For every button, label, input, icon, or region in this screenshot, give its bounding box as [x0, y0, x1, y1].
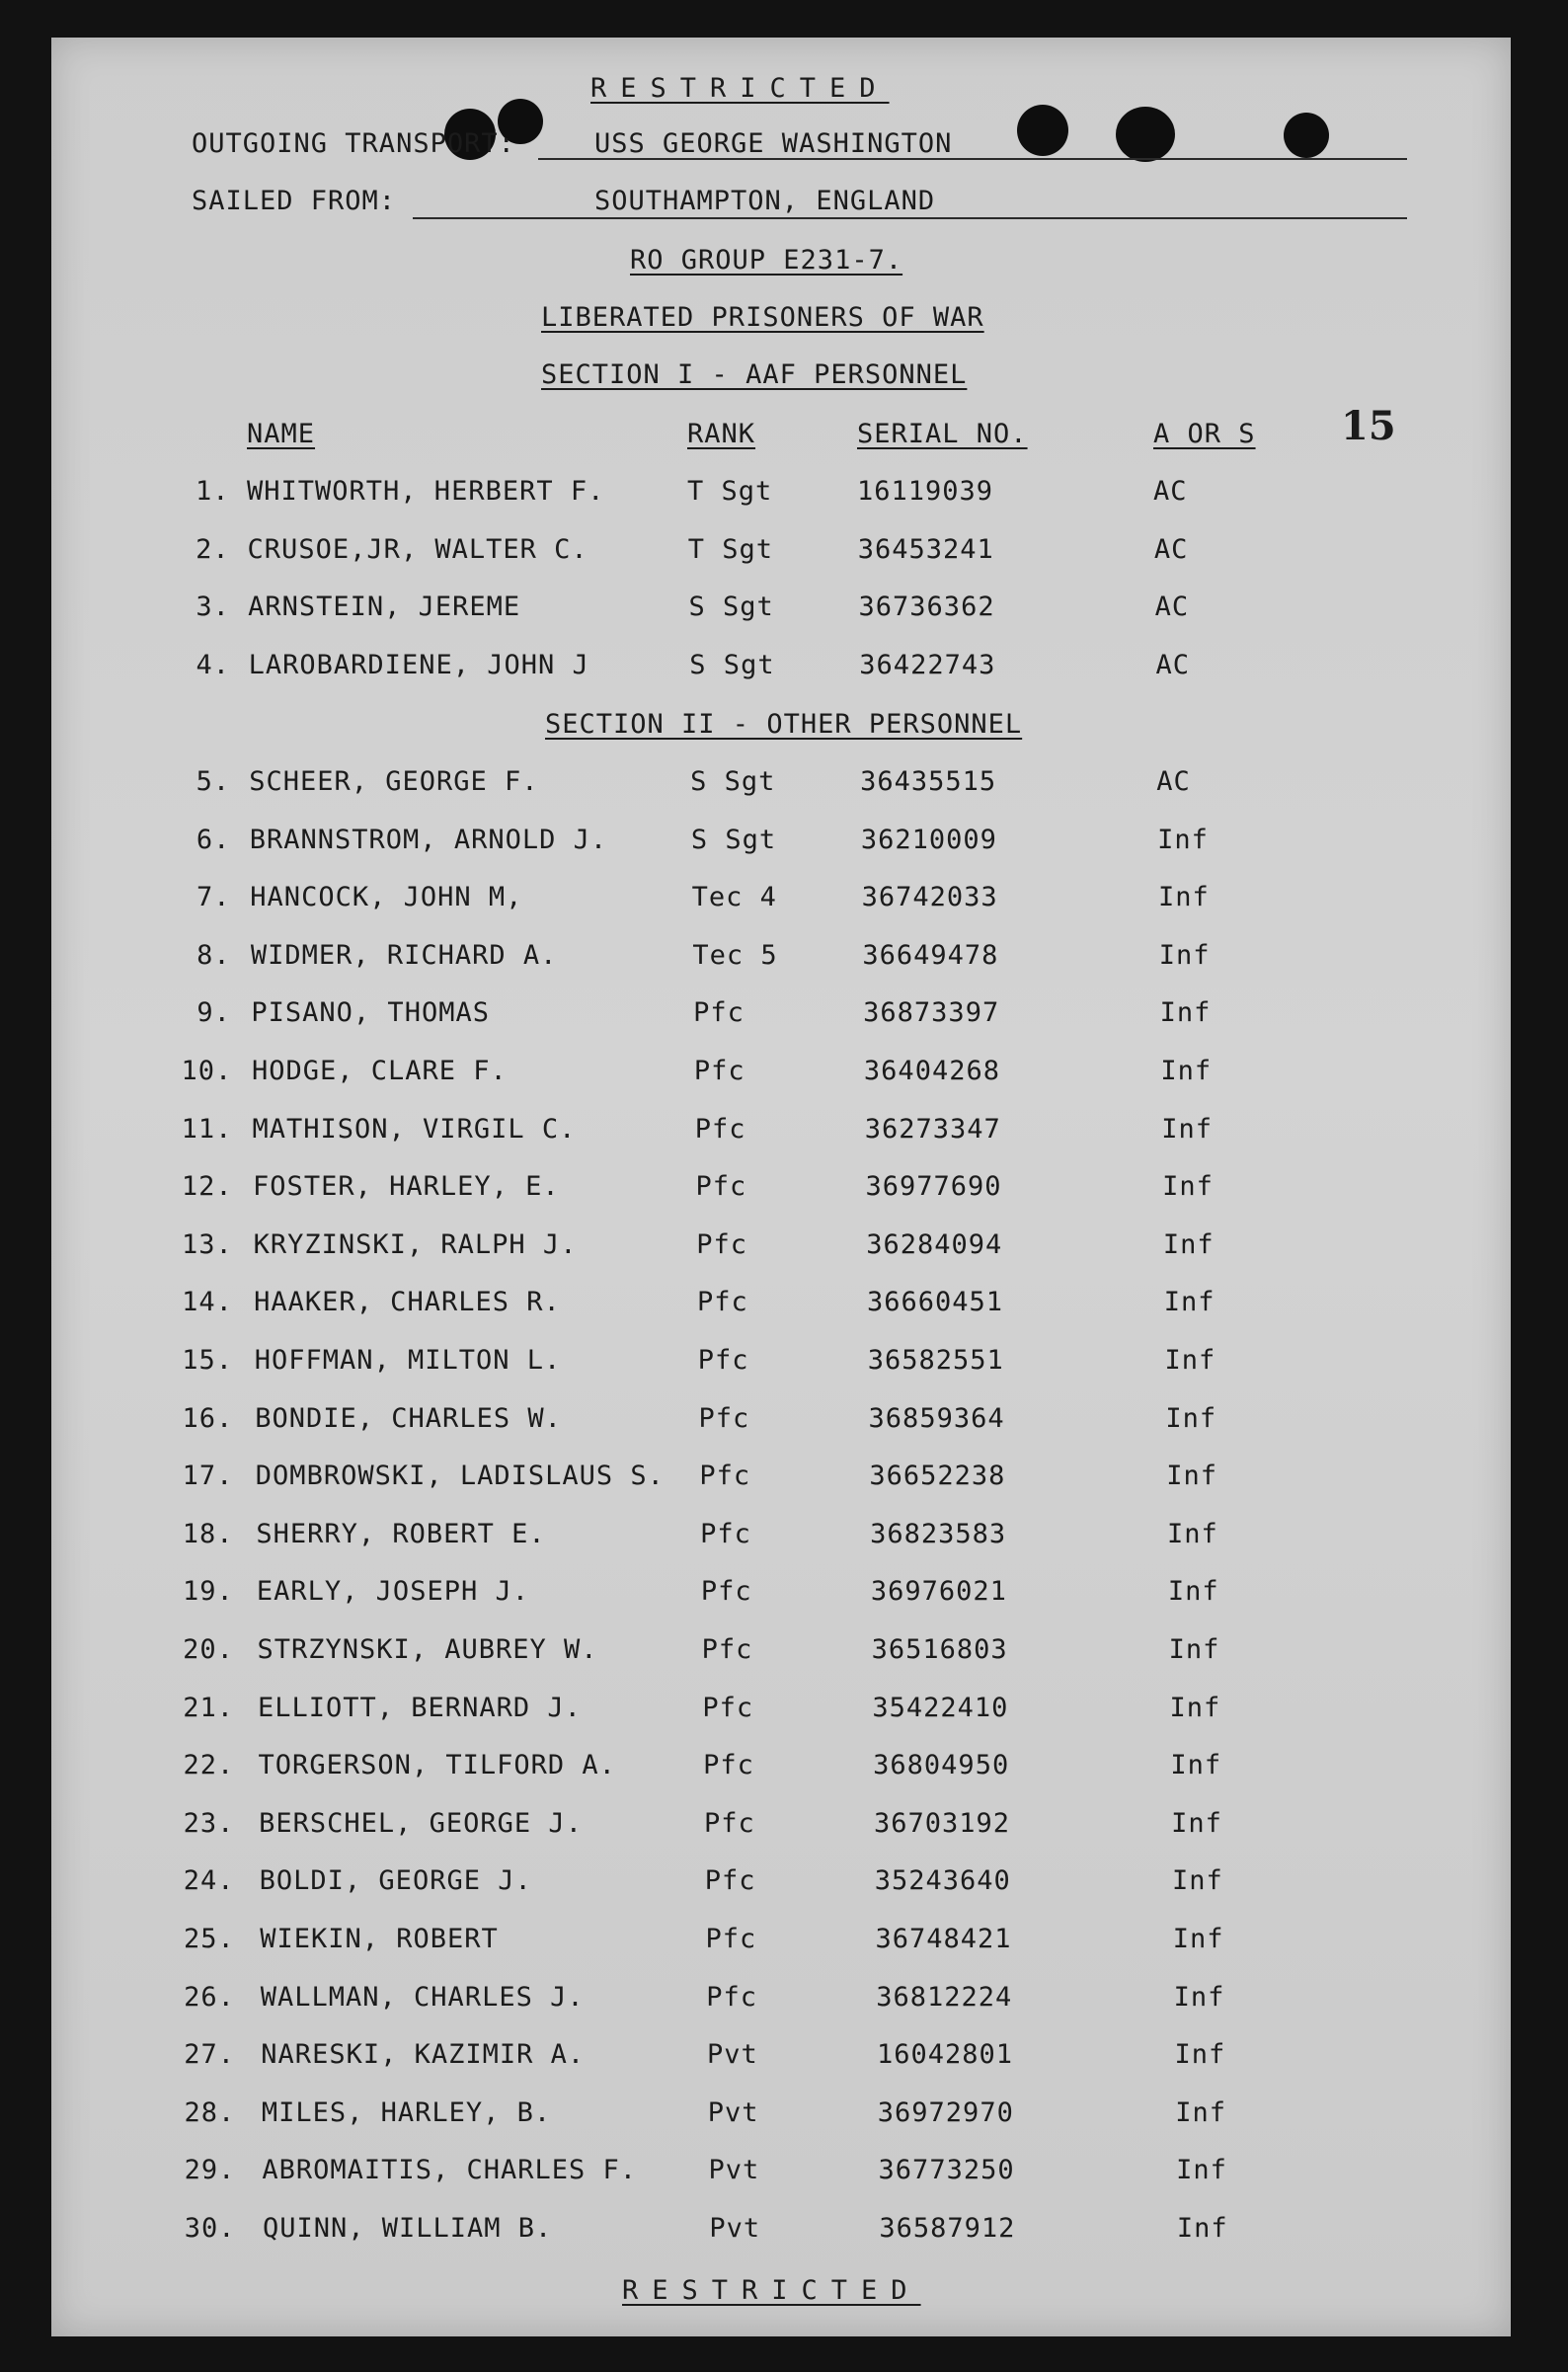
row-a-or-s: Inf [1172, 1924, 1224, 1954]
row-rank: Pfc [706, 1981, 758, 2013]
row-a-or-s: Inf [1167, 1518, 1218, 1549]
row-serial: 16119039 [857, 476, 994, 507]
row-number: 14. [182, 1287, 233, 1318]
row-serial: 36582551 [867, 1345, 1004, 1376]
row-serial: 36453241 [857, 533, 994, 565]
row-serial: 35422410 [872, 1692, 1009, 1723]
row-serial: 36736362 [858, 592, 995, 623]
row-serial: 36660451 [867, 1287, 1004, 1318]
row-rank: Pvt [707, 2039, 758, 2071]
row-name: MILES, HARLEY, B. [261, 2096, 552, 2128]
row-rank: Tec 5 [692, 939, 778, 971]
row-serial: 36587912 [879, 2213, 1016, 2244]
row-a-or-s: Inf [1176, 2155, 1227, 2186]
row-rank: T Sgt [687, 476, 773, 507]
row-name: FOSTER, HARLEY, E. [253, 1171, 560, 1203]
row-rank: S Sgt [689, 650, 775, 681]
row-rank: Pfc [702, 1692, 754, 1723]
row-rank: Pfc [695, 1171, 747, 1203]
row-serial: 36873397 [863, 997, 1000, 1029]
row-name: HANCOCK, JOHN M, [250, 882, 523, 913]
transport-label: OUTGOING TRANSPORT: [192, 128, 515, 159]
column-serial: SERIAL NO. [857, 419, 1028, 449]
row-name: KRYZINSKI, RALPH J. [253, 1228, 578, 1260]
row-serial: 35243640 [874, 1865, 1011, 1897]
row-a-or-s: Inf [1173, 1981, 1225, 2013]
row-serial: 36273347 [864, 1113, 1001, 1145]
row-a-or-s: Inf [1162, 1228, 1215, 1260]
row-name: PISANO, THOMAS [251, 997, 490, 1029]
row-serial: 36748421 [875, 1924, 1012, 1954]
row-rank: Pfc [694, 1113, 746, 1145]
row-a-or-s: Inf [1169, 1692, 1221, 1723]
row-number: 8. [196, 939, 231, 971]
punch-hole [1116, 107, 1175, 162]
row-name: QUINN, WILLIAM B. [262, 2213, 553, 2244]
transport-value: USS GEORGE WASHINGTON [594, 128, 953, 159]
column-name: NAME [247, 419, 316, 449]
row-rank: Pfc [696, 1228, 748, 1260]
row-a-or-s: AC [1153, 476, 1188, 507]
sailed-value: SOUTHAMPTON, ENGLAND [594, 186, 936, 216]
sailed-rule [413, 217, 1407, 219]
row-serial: 36703192 [873, 1807, 1010, 1839]
row-a-or-s: Inf [1176, 2213, 1228, 2244]
row-a-or-s: Inf [1159, 997, 1212, 1029]
row-number: 7. [196, 882, 231, 913]
group-label: RO GROUP E231-7. [630, 245, 903, 276]
row-number: 5. [196, 766, 231, 797]
row-number: 10. [181, 1056, 233, 1086]
row-number: 29. [184, 2155, 236, 2186]
row-a-or-s: Inf [1175, 2096, 1227, 2128]
row-rank: Pfc [693, 997, 745, 1029]
row-rank: Tec 4 [691, 882, 777, 913]
punch-hole [1284, 113, 1329, 158]
row-a-or-s: Inf [1165, 1402, 1217, 1434]
column-a-or-s: A OR S [1153, 419, 1256, 449]
row-number: 26. [184, 1981, 235, 2013]
row-a-or-s: Inf [1171, 1807, 1222, 1839]
document-title: LIBERATED PRISONERS OF WAR [541, 302, 984, 333]
row-rank: S Sgt [690, 824, 777, 855]
page-number: 15 [1341, 403, 1396, 449]
row-number: 2. [196, 533, 230, 565]
row-number: 13. [181, 1228, 233, 1260]
row-name: CRUSOE,JR, WALTER C. [247, 533, 588, 565]
row-serial: 36649478 [862, 939, 999, 971]
row-rank: Pfc [700, 1576, 752, 1608]
row-number: 28. [184, 2096, 236, 2128]
row-name: BRANNSTROM, ARNOLD J. [249, 824, 608, 855]
row-number: 12. [181, 1171, 233, 1203]
row-number: 19. [182, 1576, 234, 1608]
row-name: LAROBARDIENE, JOHN J [248, 650, 589, 681]
row-name: HAAKER, CHARLES R. [254, 1287, 561, 1318]
row-serial: 36284094 [866, 1228, 1003, 1260]
row-name: NARESKI, KAZIMIR A. [261, 2039, 586, 2071]
row-serial: 36652238 [869, 1461, 1006, 1492]
row-name: BONDIE, CHARLES W. [255, 1402, 562, 1434]
row-rank: Pvt [707, 2096, 759, 2128]
row-number: 20. [183, 1634, 234, 1665]
row-rank: Pfc [701, 1634, 753, 1665]
row-serial: 36404268 [863, 1056, 1000, 1086]
row-serial: 36773250 [878, 2155, 1015, 2186]
row-number: 11. [181, 1113, 233, 1145]
row-a-or-s: Inf [1163, 1287, 1215, 1318]
row-rank: T Sgt [687, 533, 774, 565]
row-number: 21. [183, 1692, 235, 1723]
row-rank: Pfc [693, 1056, 745, 1086]
row-number: 30. [184, 2213, 236, 2244]
sailed-label: SAILED FROM: [192, 186, 397, 216]
row-name: BOLDI, GEORGE J. [259, 1865, 532, 1897]
row-name: BERSCHEL, GEORGE J. [259, 1807, 583, 1839]
row-name: WIEKIN, ROBERT [260, 1924, 499, 1954]
row-rank: S Sgt [690, 766, 776, 797]
row-name: ABROMAITIS, CHARLES F. [262, 2155, 638, 2186]
restricted-bottom: RESTRICTED [622, 2275, 921, 2306]
row-name: DOMBROWSKI, LADISLAUS S. [255, 1461, 665, 1492]
row-serial: 36976021 [870, 1576, 1007, 1608]
row-number: 25. [183, 1924, 235, 1954]
row-a-or-s: Inf [1158, 939, 1211, 971]
row-a-or-s: Inf [1157, 824, 1209, 855]
row-a-or-s: AC [1153, 533, 1189, 565]
row-rank: Pfc [699, 1461, 751, 1492]
row-name: ARNSTEIN, JEREME [248, 592, 521, 623]
row-name: MATHISON, VIRGIL C. [252, 1113, 577, 1145]
row-number: 3. [196, 592, 230, 623]
row-serial: 16042801 [877, 2039, 1014, 2071]
row-number: 9. [196, 997, 231, 1029]
row-serial: 36422743 [859, 650, 996, 681]
row-serial: 36516803 [871, 1634, 1008, 1665]
row-number: 17. [182, 1461, 234, 1492]
row-rank: S Sgt [688, 592, 774, 623]
restricted-top: RESTRICTED [590, 73, 890, 104]
row-serial: 36977690 [865, 1171, 1002, 1203]
row-rank: Pvt [709, 2213, 761, 2244]
row-name: TORGERSON, TILFORD A. [258, 1750, 616, 1781]
row-name: ELLIOTT, BERNARD J. [258, 1692, 582, 1723]
row-a-or-s: AC [1156, 766, 1191, 797]
row-rank: Pfc [697, 1287, 748, 1318]
row-a-or-s: Inf [1162, 1171, 1214, 1203]
row-name: SHERRY, ROBERT E. [256, 1518, 546, 1549]
row-number: 27. [184, 2039, 236, 2071]
row-a-or-s: Inf [1168, 1634, 1220, 1665]
row-a-or-s: Inf [1171, 1865, 1223, 1897]
row-rank: Pfc [705, 1924, 757, 1954]
row-number: 4. [196, 650, 230, 681]
row-a-or-s: Inf [1170, 1750, 1222, 1781]
row-number: 23. [183, 1807, 235, 1839]
row-serial: 36972970 [877, 2096, 1014, 2128]
row-a-or-s: Inf [1166, 1461, 1217, 1492]
document-page [51, 38, 1511, 2336]
row-number: 6. [196, 824, 231, 855]
row-rank: Pfc [697, 1345, 749, 1376]
section-1-heading: SECTION I - AAF PERSONNEL [541, 359, 968, 390]
row-number: 18. [182, 1518, 234, 1549]
section-2-heading: SECTION II - OTHER PERSONNEL [545, 709, 1023, 740]
row-rank: Pvt [708, 2155, 760, 2186]
row-rank: Pfc [704, 1865, 756, 1897]
row-rank: Pfc [703, 1807, 755, 1839]
row-name: WIDMER, RICHARD A. [250, 939, 558, 971]
row-name: WHITWORTH, HERBERT F. [247, 476, 605, 507]
row-serial: 36435515 [860, 766, 997, 797]
row-a-or-s: Inf [1164, 1345, 1216, 1376]
row-serial: 36812224 [876, 1981, 1013, 2013]
row-number: 24. [183, 1865, 235, 1897]
row-name: STRZYNSKI, AUBREY W. [257, 1634, 598, 1665]
row-a-or-s: AC [1154, 592, 1190, 623]
row-serial: 36859364 [868, 1402, 1005, 1434]
row-a-or-s: Inf [1174, 2039, 1226, 2071]
row-a-or-s: Inf [1161, 1113, 1214, 1145]
row-serial: 36804950 [873, 1750, 1010, 1781]
row-name: SCHEER, GEORGE F. [249, 766, 539, 797]
row-name: HOFFMAN, MILTON L. [254, 1345, 562, 1376]
row-a-or-s: Inf [1157, 882, 1210, 913]
row-serial: 36210009 [860, 824, 997, 855]
punch-hole [1017, 105, 1068, 156]
row-a-or-s: Inf [1167, 1576, 1219, 1608]
column-rank: RANK [687, 419, 756, 449]
row-name: EARLY, JOSEPH J. [256, 1576, 529, 1608]
row-number: 16. [182, 1402, 234, 1434]
row-serial: 36742033 [861, 882, 998, 913]
row-number: 22. [183, 1750, 235, 1781]
row-rank: Pfc [700, 1518, 751, 1549]
row-a-or-s: AC [1155, 650, 1190, 681]
row-rank: Pfc [698, 1402, 750, 1434]
row-a-or-s: Inf [1160, 1056, 1213, 1086]
row-number: 1. [196, 476, 230, 507]
row-name: HODGE, CLARE F. [251, 1056, 508, 1086]
row-serial: 36823583 [870, 1518, 1007, 1549]
row-name: WALLMAN, CHARLES J. [260, 1981, 585, 2013]
row-rank: Pfc [703, 1750, 754, 1781]
row-number: 15. [182, 1345, 234, 1376]
